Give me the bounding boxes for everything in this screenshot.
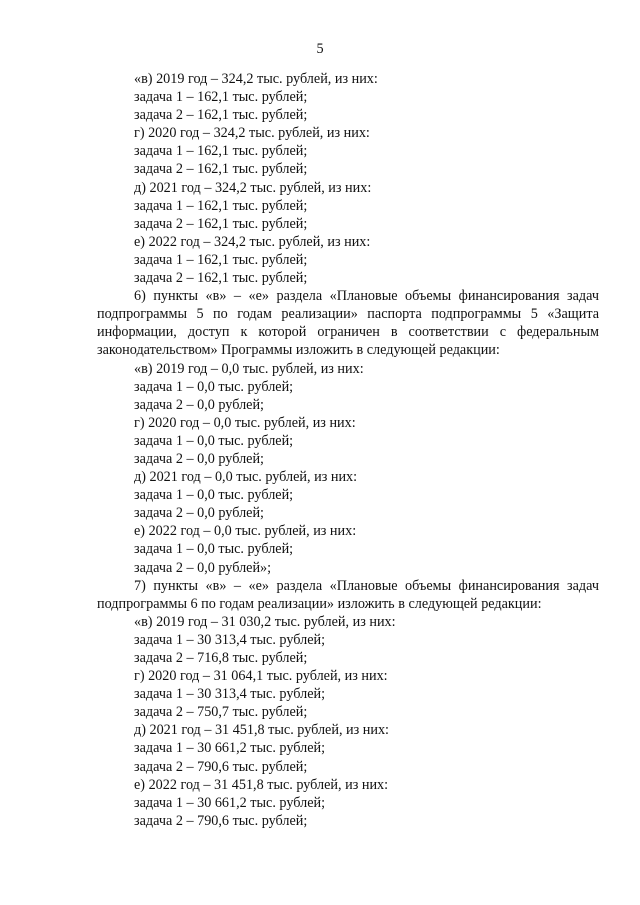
text-line: задача 1 – 0,0 тыс. рублей; <box>134 487 294 504</box>
paragraph-line: информации, доступ к которой ограничен в соответствии с федеральным <box>97 324 599 341</box>
paragraph-line: 6) пункты «в» – «е» раздела «Плановые объемы финансирования задач <box>134 288 599 305</box>
text-line: «в) 2019 год – 31 030,2 тыс. рублей, из них: <box>134 613 396 630</box>
document-body <box>97 70 599 830</box>
text-line: задача 2 – 750,7 тыс. рублей; <box>134 704 308 721</box>
text-line: е) 2022 год – 31 451,8 тыс. рублей, из них: <box>134 776 389 793</box>
text-line: «в) 2019 год – 324,2 тыс. рублей, из них: <box>134 71 378 87</box>
text-line: задача 1 – 30 313,4 тыс. рублей; <box>134 631 326 648</box>
text-line: задача 1 – 30 661,2 тыс. рублей; <box>134 740 326 757</box>
text-line: задача 1 – 162,1 тыс. рублей; <box>134 143 308 160</box>
paragraph-line: подпрограммы 6 по годам реализации» изложить в следующей редакции: <box>97 595 542 612</box>
text-line: е) 2022 год – 0,0 тыс. рублей, из них: <box>134 523 357 540</box>
text-line: задача 2 – 162,1 тыс. рублей; <box>134 215 308 232</box>
text-line: задача 2 – 162,1 тыс. рублей; <box>134 161 308 178</box>
text-line: задача 1 – 0,0 тыс. рублей; <box>134 432 294 449</box>
text-line: д) 2021 год – 0,0 тыс. рублей, из них: <box>134 469 358 486</box>
paragraph-line: 7) пункты «в» – «е» раздела «Плановые объемы финансирования задач <box>134 577 599 594</box>
text-line: «в) 2019 год – 0,0 тыс. рублей, из них: <box>134 360 364 377</box>
text-line: задача 1 – 162,1 тыс. рублей; <box>134 251 308 268</box>
text-line: задача 2 – 790,6 тыс. рублей; <box>134 758 308 775</box>
text-line: задача 2 – 790,6 тыс. рублей; <box>134 812 308 829</box>
paragraph-line: законодательством» Программы изложить в следующей редакции: <box>97 342 500 359</box>
text-line: е) 2022 год – 324,2 тыс. рублей, из них: <box>134 233 371 250</box>
text-line: задача 2 – 0,0 рублей; <box>134 396 264 413</box>
text-line: задача 2 – 0,0 рублей; <box>134 505 264 522</box>
text-line: задача 2 – 0,0 рублей; <box>134 450 264 467</box>
paragraph-line: подпрограммы 5 по годам реализации» паспорта подпрограммы 5 «Защита <box>97 306 599 323</box>
text-line: задача 1 – 0,0 тыс. рублей; <box>134 378 294 395</box>
text-line: задача 1 – 30 313,4 тыс. рублей; <box>134 686 326 703</box>
text-line: г) 2020 год – 31 064,1 тыс. рублей, из них: <box>134 668 388 685</box>
text-line: г) 2020 год – 0,0 тыс. рублей, из них: <box>134 414 356 431</box>
text-line: задача 2 – 0,0 рублей»; <box>134 559 272 576</box>
page-number: 5 <box>316 41 324 57</box>
text-line: д) 2021 год – 324,2 тыс. рублей, из них: <box>134 179 372 196</box>
text-line: задача 2 – 162,1 тыс. рублей; <box>134 107 308 124</box>
text-line: задача 1 – 0,0 тыс. рублей; <box>134 541 294 558</box>
text-line: задача 2 – 162,1 тыс. рублей; <box>134 270 308 287</box>
text-line: задача 1 – 162,1 тыс. рублей; <box>134 89 308 106</box>
text-line: задача 1 – 30 661,2 тыс. рублей; <box>134 794 326 811</box>
text-line: д) 2021 год – 31 451,8 тыс. рублей, из них: <box>134 722 389 739</box>
text-line: г) 2020 год – 324,2 тыс. рублей, из них: <box>134 125 370 142</box>
text-line: задача 2 – 716,8 тыс. рублей; <box>134 650 308 666</box>
text-line: задача 1 – 162,1 тыс. рублей; <box>134 197 308 214</box>
